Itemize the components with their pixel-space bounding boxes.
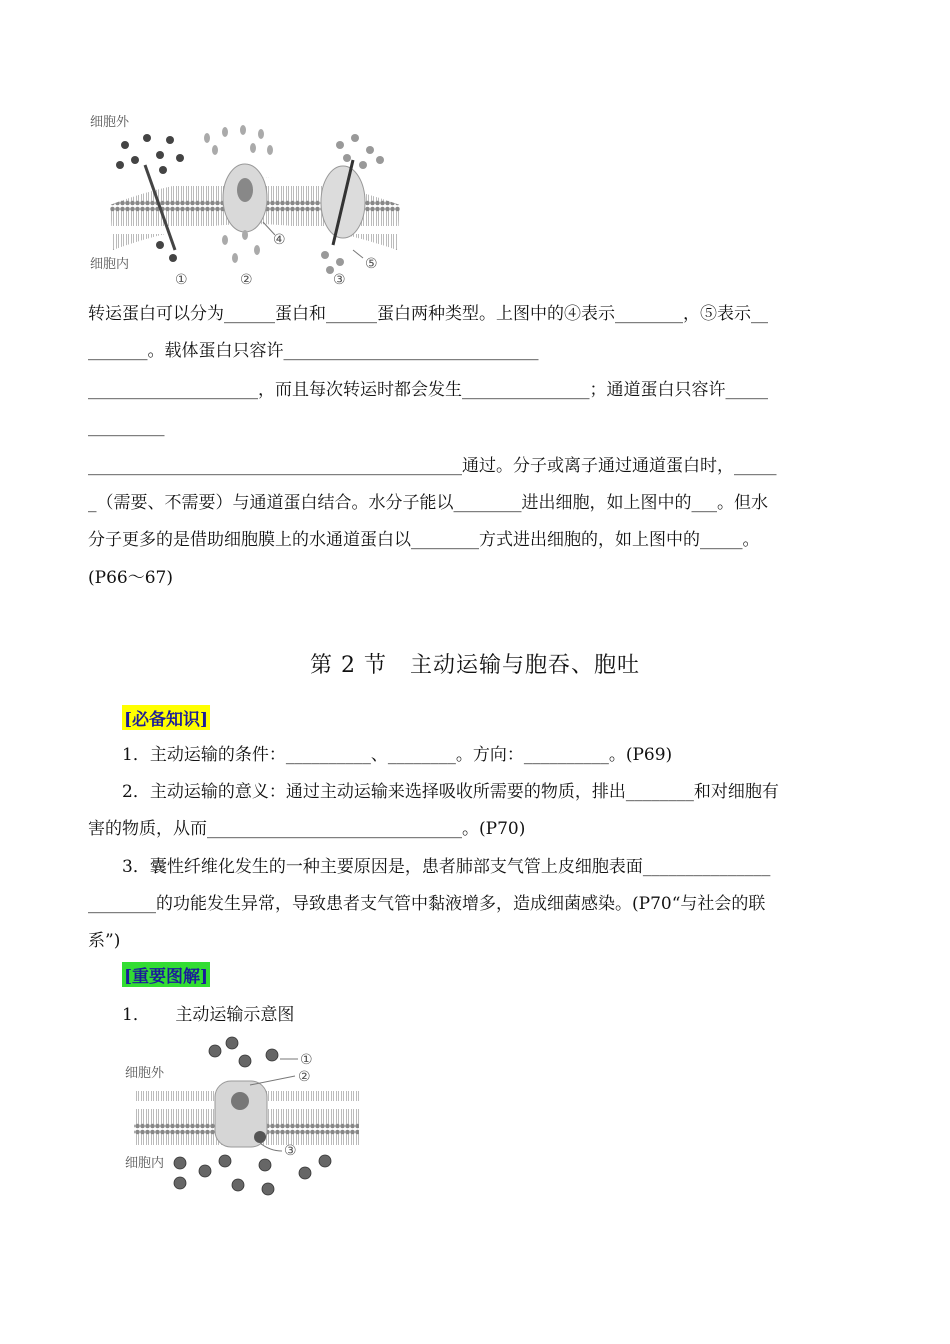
marker-4: ④ — [273, 232, 286, 248]
carrier-protein — [215, 1081, 267, 1147]
marker-1: ① — [175, 272, 188, 288]
para-line-2: _______。载体蛋白只容许______________________________ — [88, 341, 539, 361]
marker-2: ② — [240, 272, 253, 288]
item-2-line-2: 害的物质，从而______________________________。(P70) — [88, 819, 526, 839]
inside-label-2: 细胞内 — [125, 1156, 165, 1171]
item-3-line-1: 3．囊性纤维化发生的一种主要原因是，患者肺部支气管上皮细胞表面_______________ — [122, 857, 771, 877]
marker-1b: ① — [300, 1052, 313, 1068]
marker-3: ③ — [333, 272, 346, 288]
para-line-5: ____________________________________________通过。分子或离子通过通道蛋白时，_____ — [88, 456, 777, 476]
marker-5: ⑤ — [365, 256, 378, 272]
item-1: 1．主动运输的条件：__________、________。方向：__________。(P69) — [122, 745, 673, 765]
water-channel-protein — [223, 164, 267, 232]
key-diagram-tag: [重要图解] — [122, 962, 210, 987]
para-line-3: ____________________，而且每次转运时都会发生_______________；通道蛋白只容许_____ — [88, 380, 768, 400]
section-title: 第 2 节 主动运输与胞吞、胞吐 — [310, 653, 640, 678]
essential-knowledge-tag: [必备知识] — [122, 705, 210, 730]
outside-label: 细胞外 — [90, 115, 130, 130]
para-line-6: _（需要、不需要）与通道蛋白结合。水分子能以________进出细胞，如上图中的___。但水 — [88, 493, 768, 513]
active-transport-diagram — [120, 1033, 370, 1198]
para-line-7: 分子更多的是借助细胞膜上的水通道蛋白以________方式进出细胞的，如上图中的_____。 — [88, 530, 760, 550]
inside-label: 细胞内 — [90, 257, 130, 272]
item-3-line-3: 系”) — [88, 931, 121, 951]
para-line-1: 转运蛋白可以分为______蛋白和______蛋白两种类型。上图中的④表示________，⑤表示__ — [88, 304, 768, 324]
para-line-4: _________ — [88, 417, 165, 437]
item-2-line-1: 2．主动运输的意义：通过主动运输来选择吸收所需要的物质，排出________和对细胞有 — [122, 782, 779, 802]
marker-2b: ② — [298, 1069, 311, 1085]
outside-label-2: 细胞外 — [125, 1066, 165, 1081]
figure-caption: 1． 主动运输示意图 — [122, 1005, 295, 1025]
para-line-8: (P66～67) — [88, 568, 173, 588]
transport-protein-diagram — [85, 110, 415, 290]
marker-3b: ③ — [284, 1143, 297, 1159]
item-3-line-2: ________的功能发生异常，导致患者支气管中黏液增多，造成细菌感染。(P70“与社会的联 — [88, 894, 766, 914]
